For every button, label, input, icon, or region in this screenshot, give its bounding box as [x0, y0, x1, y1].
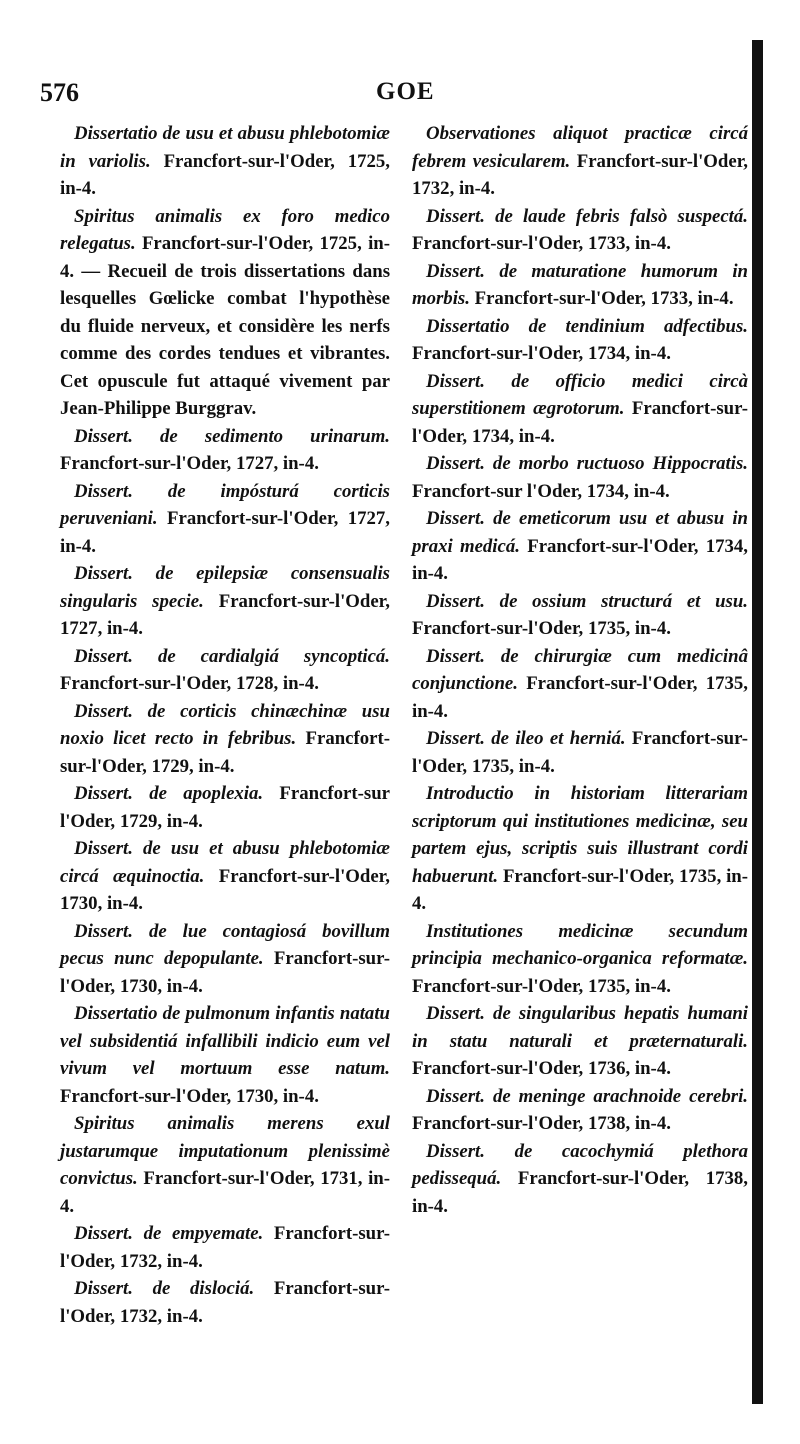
- bibliography-entry: [60, 203, 390, 423]
- entry-publication: Francfort-sur-l'Oder, 1734, in-4.: [412, 343, 671, 364]
- entry-publication: Francfort-sur-l'Oder, 1735, in-4.: [412, 865, 748, 914]
- bibliography-entry: [412, 203, 748, 258]
- bibliography-entry: [412, 368, 748, 451]
- entry-title: Dissert. de apoplexia.: [74, 783, 264, 804]
- bibliography-entry: [60, 918, 390, 1001]
- page-header: [0, 78, 800, 118]
- entry-title: Observationes aliquot practicæ circá febrem vesicularem.: [412, 123, 748, 172]
- entry-title: Dissert. de usu et abusu phlebotomiæ circá æquinoctia.: [60, 838, 390, 887]
- bibliography-entry: [60, 1000, 390, 1110]
- entry-publication: Francfort-sur-l'Oder, 1730, in-4.: [60, 948, 391, 997]
- entry-publication: Francfort-sur-l'Oder, 1734, in-4.: [412, 535, 748, 584]
- bibliography-entry: [412, 258, 748, 313]
- entry-title: Institutiones medicinæ secundum principia mechanico-organica reformatæ.: [412, 920, 748, 969]
- entry-title: Dissert. de ileo et herniá.: [426, 728, 626, 749]
- bibliography-entry: [412, 120, 748, 203]
- bibliography-entry: [412, 505, 748, 588]
- bibliography-entry: [60, 1275, 390, 1330]
- bibliography-entry: [412, 1000, 748, 1083]
- entry-title: Dissert. de morbo ructuoso Hippocratis.: [426, 453, 748, 474]
- entry-title: Dissert. de dislociá.: [74, 1278, 255, 1299]
- entry-publication: Francfort-sur-l'Oder, 1733, in-4.: [412, 233, 671, 254]
- bibliography-entry: [60, 780, 390, 835]
- entry-publication: Francfort-sur-l'Oder, 1731, in-4.: [60, 1168, 390, 1217]
- entry-publication: Francfort-sur-l'Oder, 1735, in-4.: [412, 673, 748, 722]
- entry-title: Dissert. de sedimento urinarum.: [74, 425, 390, 447]
- bibliography-entry: [412, 1083, 748, 1138]
- entry-title: Dissert. de cardialgiá syncopticá.: [74, 645, 390, 667]
- bibliography-entry: [412, 643, 748, 726]
- entry-title: Dissert. de impósturá corticis peruveniani.: [60, 480, 390, 529]
- entry-publication: Francfort-sur-l'Oder, 1733, in-4.: [469, 288, 734, 309]
- entry-title: Dissertatio de usu et abusu phlebotomiæ in variolis.: [60, 123, 390, 172]
- bibliography-entry: [60, 1220, 390, 1275]
- entry-title: Dissert. de cacochymiá plethora pedissequá.: [412, 1140, 748, 1189]
- entry-title: Dissertatio de tendinium adfectibus.: [426, 315, 748, 337]
- bibliography-entry: [60, 835, 390, 918]
- bibliography-entry: [412, 725, 748, 780]
- entry-title: Dissertatio de pulmonum infantis natatu vel subsidentiá infallibili indicio eum vel vivum vel mortuum esse natum.: [60, 1003, 390, 1079]
- entry-publication: Francfort-sur-l'Oder, 1725, in-4.: [60, 150, 390, 199]
- entry-title: Dissert. de epilepsiæ consensualis singularis specie.: [60, 563, 390, 612]
- entry-publication: Francfort-sur-l'Oder, 1728, in-4.: [60, 673, 319, 694]
- entry-publication: Francfort-sur-l'Oder, 1730, in-4.: [60, 865, 390, 914]
- bibliography-entry: [60, 643, 390, 698]
- entry-title: Dissert. de singularibus hepatis humani in statu naturali et præternaturali.: [412, 1003, 748, 1052]
- entry-title: Dissert. de corticis chinæchinæ usu noxio licet recto in febribus.: [60, 700, 390, 749]
- bibliography-entry: [60, 1110, 390, 1220]
- entry-title: Dissert. de officio medici circà superstitionem ægrotorum.: [412, 370, 748, 419]
- bibliography-entry: [412, 313, 748, 368]
- entry-title: Dissert. de empyemate.: [74, 1223, 264, 1244]
- entry-title: Dissert. de chirurgiæ cum medicinâ conjunctione.: [412, 645, 748, 694]
- entry-title: Dissert. de laude febris falsò suspectá.: [426, 205, 748, 227]
- entry-publication: Francfort-sur l'Oder, 1734, in-4.: [412, 480, 670, 502]
- entry-title: Dissert. de maturatione humorum in morbis.: [412, 260, 748, 309]
- entry-title: Spiritus animalis merens exul justarumque imputationum plenissimè convictus.: [60, 1113, 390, 1189]
- entry-publication: Francfort-sur-l'Oder, 1735, in-4.: [412, 975, 671, 997]
- entry-title: Dissert. de emeticorum usu et abusu in praxi medicá.: [412, 508, 748, 557]
- page-number: 576: [40, 78, 79, 107]
- entry-publication: Francfort-sur-l'Oder, 1735, in-4.: [412, 618, 671, 639]
- bibliography-entry: [60, 698, 390, 781]
- bibliography-entry: [412, 588, 748, 643]
- entry-publication: Francfort-sur-l'Oder, 1736, in-4.: [412, 1058, 671, 1079]
- bibliography-entry: [60, 478, 390, 561]
- entry-title: Introductio in historiam litterariam scriptorum qui institutiones medicinæ, seu partem ejus, scriptis suis illustrant cordi habuerunt.: [412, 783, 748, 887]
- bibliography-entry: [412, 918, 748, 1001]
- running-head: GOE: [376, 78, 435, 105]
- entry-publication: Francfort-sur-l'Oder, 1738, in-4.: [412, 1168, 748, 1217]
- entry-title: Dissert. de ossium structurá et usu.: [426, 590, 748, 612]
- right-column: [412, 120, 748, 1220]
- bibliography-entry: [412, 450, 748, 505]
- entry-publication: Francfort-sur-l'Oder, 1727, in-4.: [60, 453, 319, 474]
- entry-publication: Francfort-sur-l'Oder, 1729, in-4.: [60, 728, 390, 777]
- entry-publication: Francfort-sur-l'Oder, 1732, in-4.: [60, 1278, 390, 1327]
- bibliography-entry: [60, 120, 390, 203]
- bibliography-entry: [412, 780, 748, 918]
- bibliography-entry: [60, 423, 390, 478]
- entry-publication: Francfort-sur-l'Oder, 1738, in-4.: [412, 1113, 671, 1134]
- entry-publication: Francfort-sur-l'Oder, 1735, in-4.: [412, 728, 748, 777]
- entry-title: Dissert. de meninge arachnoide cerebri.: [426, 1085, 748, 1107]
- scan-edge-bar: [752, 40, 763, 1404]
- entry-publication: Francfort-sur-l'Oder, 1725, in-4. — Recueil de trois dissertations dans lesquelles Gœlicke combat l'hypothèse du fluide nerveux, et considère les nerfs comme des cordes tendues et vibrantes. Cet opuscule fut attaqué vivement par Jean-Philippe Burggrav.: [60, 233, 390, 419]
- bibliography-entry: [60, 560, 390, 643]
- entry-publication: Francfort-sur-l'Oder, 1730, in-4.: [60, 1085, 319, 1107]
- entry-publication: Francfort-sur l'Oder, 1729, in-4.: [60, 783, 390, 832]
- entry-publication: Francfort-sur-l'Oder, 1732, in-4.: [60, 1223, 390, 1272]
- entry-title: Dissert. de lue contagiosá bovillum pecus nunc depopulante.: [60, 920, 390, 969]
- left-column: [60, 120, 390, 1330]
- entry-publication: Francfort-sur-l'Oder, 1727, in-4.: [60, 508, 390, 557]
- entry-publication: Francfort-sur-l'Oder, 1732, in-4.: [412, 150, 748, 199]
- entry-publication: Francfort-sur-l'Oder, 1727, in-4.: [60, 590, 390, 639]
- entry-publication: Francfort-sur-l'Oder, 1734, in-4.: [412, 398, 748, 447]
- bibliography-entry: [412, 1138, 748, 1221]
- entry-title: Spiritus animalis ex foro medico relegatus.: [60, 205, 390, 254]
